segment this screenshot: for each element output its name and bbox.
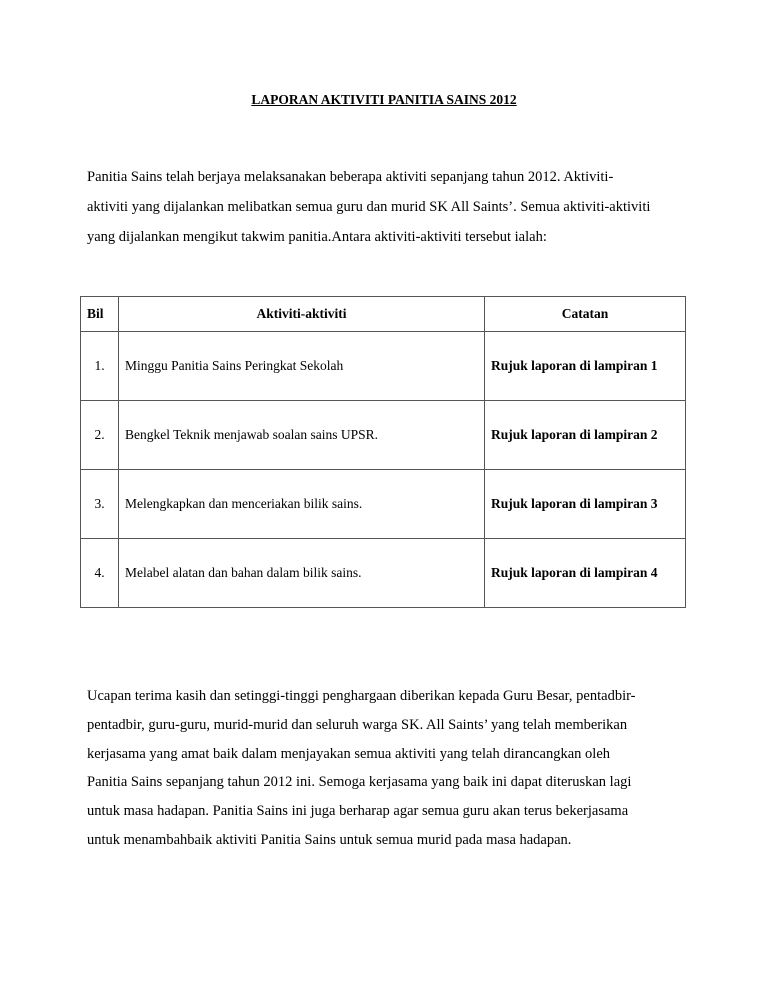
header-catatan: Catatan (485, 297, 686, 332)
closing-line: pentadbir, guru-guru, murid-murid dan seluruh warga SK. All Saints’ yang telah memberikan (87, 716, 628, 733)
intro-line: Panitia Sains telah berjaya melaksanakan beberapa aktiviti sepanjang tahun 2012. Aktiviti- (87, 169, 614, 185)
row-activity: Melengkapkan dan menceriakan bilik sains. (119, 470, 485, 539)
row-number: 2. (81, 401, 119, 470)
row-note: Rujuk laporan di lampiran 1 (485, 332, 686, 401)
intro-line: aktiviti yang dijalankan melibatkan semua guru dan murid SK All Saints’. Semua aktiviti-aktiviti (87, 199, 651, 215)
header-aktiviti: Aktiviti-aktiviti (119, 297, 485, 332)
closing-line: untuk menambahbaik aktiviti Panitia Sains untuk semua murid pada masa hadapan. (87, 831, 572, 848)
activities-table (80, 296, 686, 608)
row-activity: Melabel alatan dan bahan dalam bilik sains. (119, 539, 485, 608)
row-note: Rujuk laporan di lampiran 2 (485, 401, 686, 470)
header-bil: Bil (81, 297, 119, 332)
table-row (81, 332, 686, 401)
closing-paragraph (87, 682, 635, 855)
intro-line: yang dijalankan mengikut takwim panitia.Antara aktiviti-aktiviti tersebut ialah: (87, 229, 547, 245)
closing-line: untuk masa hadapan. Panitia Sains ini juga berharap agar semua guru akan terus bekerjasama (87, 803, 629, 820)
row-activity: Bengkel Teknik menjawab soalan sains UPSR. (119, 401, 485, 470)
closing-line: Ucapan terima kasih dan setinggi-tinggi penghargaan diberikan kepada Guru Besar, pentadbir- (87, 688, 636, 704)
row-number: 4. (81, 539, 119, 608)
document-title: LAPORAN AKTIVITI PANITIA SAINS 2012 (251, 92, 517, 107)
intro-paragraph (87, 162, 650, 252)
table-row (81, 470, 686, 539)
table-header-row (81, 297, 686, 332)
row-note: Rujuk laporan di lampiran 4 (485, 539, 686, 608)
table-row (81, 539, 686, 608)
row-activity: Minggu Panitia Sains Peringkat Sekolah (119, 332, 485, 401)
closing-line: Panitia Sains sepanjang tahun 2012 ini. Semoga kerjasama yang baik ini dapat diteruskan lagi (87, 774, 632, 791)
table-row (81, 401, 686, 470)
row-number: 1. (81, 332, 119, 401)
closing-line: kerjasama yang amat baik dalam menjayakan semua aktiviti yang telah dirancangkan oleh (87, 745, 611, 762)
row-number: 3. (81, 470, 119, 539)
row-note: Rujuk laporan di lampiran 3 (485, 470, 686, 539)
